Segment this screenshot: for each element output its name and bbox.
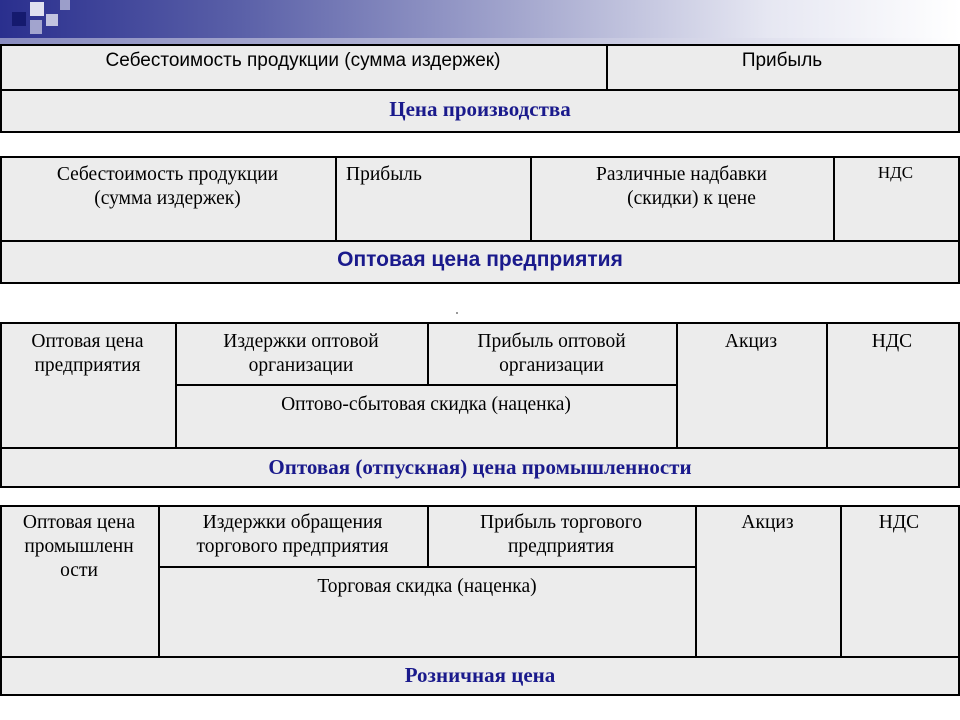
header-square-light [30,2,44,16]
markup-line: (скидки) к цене [627,188,756,209]
wholesale-profit-cell [427,330,676,378]
profit-cell: Прибыль [346,164,422,185]
retail-price-title: Розничная цена [404,663,556,687]
base-price-line: предприятия [34,355,141,376]
circulation-costs-line: торгового предприятия [196,536,389,557]
trade-profit-line: предприятия [507,536,615,557]
cost-line: Себестоимость продукции [56,164,279,185]
stray-mark [456,312,458,314]
circulation-costs-cell [158,511,427,559]
wholesale-costs-line: Издержки оптовой [223,331,379,352]
circulation-costs-line: Издержки обращения [202,512,383,533]
wholesale-profit-line: организации [499,355,604,376]
base-price-line: промышленн [24,536,134,557]
industry-wholesale-price-title: Оптовая (отпускная) цена промышленности [268,455,692,479]
production-price-title: Цена производства [389,97,571,121]
border [175,384,677,386]
wholesale-costs-line: организации [248,355,354,376]
border [0,694,960,696]
vat-cell: НДС [878,512,920,533]
border [0,156,960,158]
wholesale-costs-cell [175,330,427,378]
border [0,89,960,91]
base-price-cell [0,330,175,378]
base-price-line: ости [60,560,98,581]
header-square-light [60,0,70,10]
vat-cell: НДС [871,331,913,352]
border [335,156,337,241]
slide-header-bar [0,0,960,38]
header-square-light [30,20,42,34]
markup-cell [530,163,833,211]
border [0,282,960,284]
trade-discount-cell: Торговая скидка (наценка) [317,576,537,597]
enterprise-wholesale-price-title: Оптовая цена предприятия [337,248,623,271]
base-price-cell [0,511,158,583]
border [0,322,960,324]
border [0,656,960,658]
trade-profit-cell [427,511,695,559]
base-price-line: Оптовая цена [31,331,144,352]
cost-cell: Себестоимость продукции (сумма издержек) [105,50,501,71]
cost-cell [0,163,335,211]
header-square-dark [12,12,26,26]
border [0,447,960,449]
cost-line: (сумма издержек) [94,188,241,209]
vat-cell: НДС [877,163,914,182]
wholesale-discount-cell: Оптово-сбытовая скидка (наценка) [281,394,571,415]
border [0,44,960,46]
excise-cell: Акциз [724,331,778,352]
border [0,505,960,507]
border [0,240,960,242]
wholesale-profit-line: Прибыль оптовой [477,331,626,352]
border [0,486,960,488]
markup-line: Различные надбавки [596,164,767,185]
header-square-light [46,14,58,26]
trade-profit-line: Прибыль торгового [480,512,642,533]
border [0,131,960,133]
profit-cell: Прибыль [741,50,823,71]
base-price-line: Оптовая цена [22,512,136,533]
excise-cell: Акциз [741,512,794,533]
